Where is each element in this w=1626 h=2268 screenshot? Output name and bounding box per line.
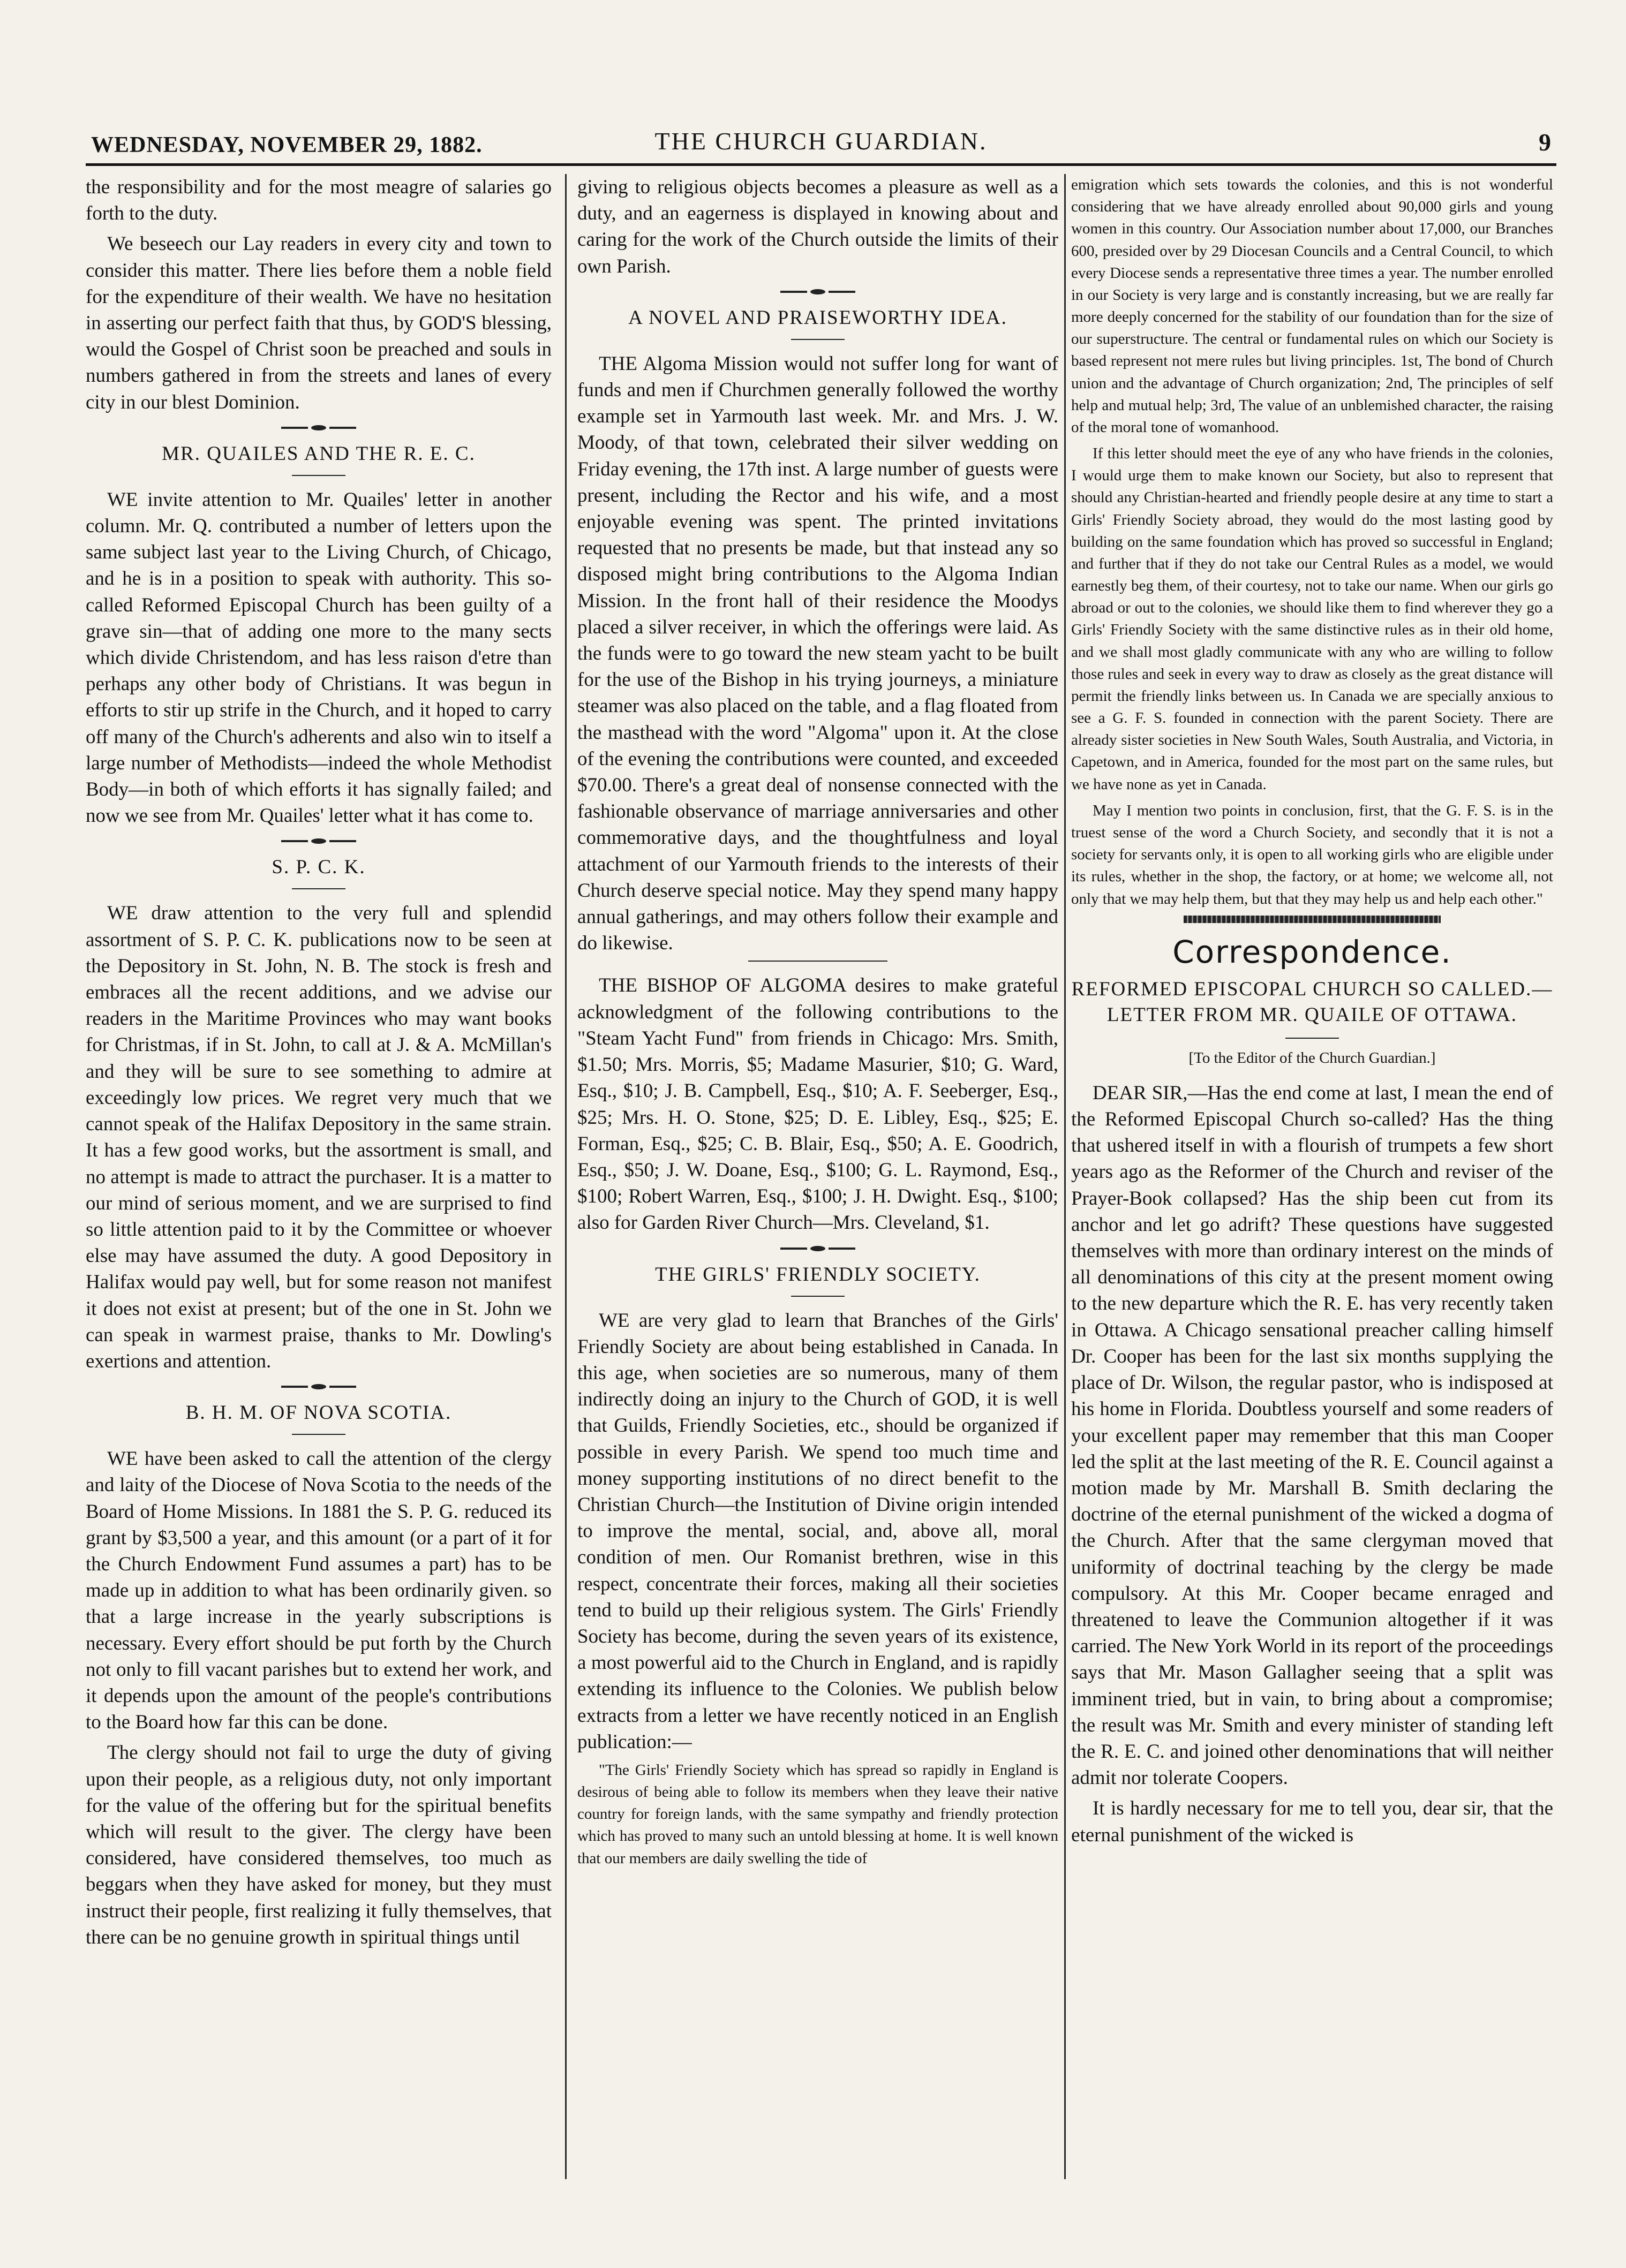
paragraph-bhm-1: WE have been asked to call the attention of the clergy and laity of the Diocese of Nova Scotia to the needs of the Board of Home Missions. In 1881 the S. P. G. reduced its grant by $3,500 a year, and this amount (or a part of it for the Church Endowment Fund assumes a part) has to be made up in addition to what has been ordinarily given. so that a large increase in the yearly subscriptions is necessary. Every effort should be put forth by the Church not only to fill vacant parishes but to extend her work, and it depends upon the amount of the people's contributions to the Board how far this can be done. bbox=[86, 1448, 552, 1734]
paragraph-quailes: WE invite attention to Mr. Quailes' letter in another column. Mr. Q. contributed a number of letters upon the same subject last year to the Living Church, of Chicago, and he is in a position to speak with authority. This so-called Reformed Episcopal Church has been guilty of a grave sin—that of adding one more to the many sects which divide Christendom, and has less raison d'etre than perhaps any other body of Christians. It was begun in efforts to stir up strife in the Church, and it hoped to carry off many of the Church's adherents and also win to itself a large number of Methodists—indeed the whole Methodist Body—in both of which efforts it has signally failed; and now we see from Mr. Quailes' letter what it has come to. bbox=[86, 488, 552, 827]
column-rule-2 bbox=[1064, 174, 1066, 2179]
issue-date: WEDNESDAY, NOVEMBER 29, 1882. bbox=[91, 133, 483, 157]
heading-underline bbox=[1285, 1038, 1339, 1039]
ornament-divider bbox=[276, 425, 362, 430]
heading-underline bbox=[292, 888, 345, 889]
heading-underline bbox=[791, 339, 845, 340]
article-continuation: giving to religious objects becomes a pleasure as well as a duty, and an eagerness is displayed in knowing about and caring for the work of the Church outside the limits of their own Parish. bbox=[577, 176, 1058, 277]
short-divider bbox=[748, 961, 887, 962]
heading-novel-idea: A NOVEL AND PRAISEWORTHY IDEA. bbox=[628, 306, 1007, 329]
quoted-letter-conclusion: May I mention two points in conclusion, first, that the G. F. S. is in the truest sense of the word a Church Society, and secondly that it is not a society for servants only, it is open to all working girls who are eligible under its rules, whether in the shop, the factory, or at home; we welcome all, not only that we may help them, but that they may help us and help each other." bbox=[1071, 802, 1553, 908]
column-rule-1 bbox=[565, 174, 567, 2179]
column-3 bbox=[1071, 174, 1553, 2187]
page-number: 9 bbox=[1539, 128, 1551, 156]
correspondence-heading: Correspondence. bbox=[1172, 933, 1452, 970]
paragraph-spck: WE draw attention to the very full and splendid assortment of S. P. C. K. publications now to be seen at the Depository in St. John, N. B. The stock is fresh and embraces all the recent additions, and we advise our readers in the Maritime Provinces who may want books for Christmas, if in St. John, to call at J. & A. McMillan's and they will be sure to see something to admire at exceedingly low prices. We regret very much that we cannot speak of the Halifax Depository in the same strain. It has a few good works, but the assortment is small, and no attempt is made to attract the purchaser. It is a matter to our mind of serious moment, and we are surprised to find so little attention paid to it by the Committee or whoever else may have assumed the duty. A good Depository in Halifax would pay well, but for some reason not manifest it does not exist at present; but of the one in St. John we can speak in warmest praise, thanks to Mr. Dowling's exertions and attention. bbox=[86, 902, 552, 1372]
column-1 bbox=[86, 174, 552, 2179]
ornament-divider bbox=[775, 289, 861, 294]
paragraph-novel-idea: THE Algoma Mission would not suffer long for want of funds and men if Churchmen generally followed the worthy example set in Yarmouth last week. Mr. and Mrs. J. W. Moody, of that town, celebrated their silver wedding on Friday evening, the 17th inst. A large number of guests were present, including the Rector and his wife, and a most enjoyable evening was spent. The printed invitations requested that no presents be made, but that instead any so disposed might bring contributions to the Algoma Indian Mission. In the front hall of their residence the Moodys placed a silver receiver, in which the offerings were laid. As the funds were to go toward the new steam yacht to be built for the use of the Bishop in his trying journeys, a miniature steamer was also placed on the table, and a flag floated from the masthead with the word "Algoma" upon it. At the close of the evening the contributions were counted, and exceeded $70.00. There's a great deal of nonsense connected with the fashionable observance of marriage anniversaries and other commemorative days, and the thoughtfulness and loyal attachment of our Yarmouth friends to the interests of their Church deserve special notice. May they spend many happy annual gatherings, and may others follow their example and do likewise. bbox=[577, 352, 1058, 955]
quoted-letter-paragraph: If this letter should meet the eye of any who have friends in the colonies, I would urge them to make known our Society, but also to represent that should any Christian-hearted and friendly people desire at any time to start a Girls' Friendly Society abroad, they would do the most lasting good by building on the same foundation which has proved so successful in England; and further that if they do not take our Central Rules as a model, we would earnestly beg them, of their courtesy, not to take our name. When our girls go abroad or out to the colonies, we should like them to find wherever they go a Girls' Friendly Society with the same distinctive rules as in their old home, and we shall most gladly communicate with any who are willing to follow those rules and seek in every way to draw as closely as the great distance will permit the friendly links between us. In Canada we are specially anxious to see a G. F. S. founded in connection with the parent Society. There are already sister societies in New South Wales, South Australia, and Victoria, in Capetown, and in America, founded for the most part on the same rules, but we have none as yet in Canada. bbox=[1071, 445, 1553, 793]
heading-girls-friendly: THE GIRLS' FRIENDLY SOCIETY. bbox=[655, 1263, 981, 1286]
ornament-divider bbox=[276, 1384, 362, 1389]
heading-underline bbox=[791, 1296, 845, 1297]
heading-underline bbox=[292, 1434, 345, 1435]
paragraph-girls-friendly: WE are very glad to learn that Branches of the Girls' Friendly Society are about being established in Canada. In this age, when societies are so numerous, many of them indirectly doing an injury to the Church of GOD, it is well that Guilds, Friendly Societies, etc., should be organized if possible in every Parish. We spend too much time and money supporting institutions of no direct benefit to the Christian Church—the Institution of Divine origin intended to improve the mental, social, and, above all, moral condition of men. Our Romanist brethren, wise in this respect, concentrate their forces, making all their societies tend to build up their religious system. The Girls' Friendly Society has become, during the seven years of its existence, a most powerful aid to the Church in England, and is rapidly extending its influence to the Colonies. We publish below extracts from a letter we have recently noticed in an English publication:— bbox=[577, 1309, 1058, 1753]
heading-spck: S. P. C. K. bbox=[272, 856, 366, 879]
heading-bhm: B. H. M. OF NOVA SCOTIA. bbox=[185, 1402, 452, 1424]
column-2 bbox=[577, 174, 1058, 2187]
paragraph-lay-readers: We beseech our Lay readers in every city and town to consider this matter. There lies before them a noble field for the expenditure of their wealth. We have no hesitation in asserting our perfect faith that thus, by GOD'S blessing, would the Gospel of Christ soon be preached and souls in numbers gathered in from the streets and lanes of every city in our blest Dominion. bbox=[86, 233, 552, 413]
newspaper-title: THE CHURCH GUARDIAN. bbox=[654, 127, 988, 155]
ornament-divider bbox=[276, 838, 362, 844]
quoted-letter-continuation: emigration which sets towards the colonies, and this is not wonderful considering that we have already enrolled about 90,000 girls and young women in this country. Our Association number about 17,000, our Branches 600, presided over by 29 Diocesan Councils and a Central Council, to which every Diocese sends a representative three times a year. The number enrolled in our Society is very large and is constantly increasing, but we are really far more deeply concerned for the stability of our foundation than for the size of our superstructure. The central or fundamental rules on which our Society is based represent not mere rules but living principles. 1st, The bond of Church union and the advantage of Church organization; 2nd, The principles of self help and mutual help; 3rd, The value of an unblemished character, the raising of the moral tone of womanhood. bbox=[1071, 176, 1553, 436]
quoted-letter-start: "The Girls' Friendly Society which has spread so rapidly in England is desirous of being able to follow its members when they leave their native country for foreign lands, with the same sympathy and friendly protection which has proved to many such an untold blessing at home. It is well known that our members are daily swelling the tide of bbox=[577, 1761, 1058, 1867]
masthead bbox=[86, 126, 1556, 166]
ornament-divider bbox=[775, 1246, 861, 1251]
letter-paragraph-1: DEAR SIR,—Has the end come at last, I mean the end of the Reformed Episcopal Church so-called? Has the thing that ushered itself in with a flourish of trumpets a few short years ago as the Reformer of the Church and reviser of the Prayer-Book collapsed? Has the ship been cut from its anchor and let go adrift? These questions have suggested themselves with more than ordinary interest on the minds of all denominations of this city at the present moment owing to the new departure which the R. E. has very recently taken in Ottawa. A Chicago sensational preacher calling himself Dr. Cooper has been for the last six months supplying the place of Dr. Wilson, the regular pastor, who is indisposed at his home in Florida. Doubtless yourself and some readers of your excellent paper may remember that this man Cooper led the split at the last meeting of the R. E. Council against a motion made by Mr. Marshall B. Smith declaring the doctrine of the eternal punishment of the wicked a dogma of the Church. After that the same clergyman moved that uniformity of doctrinal teaching by the clergy be made compulsory. At this Mr. Cooper became enraged and threatened to leave the Communion altogether if it was carried. The New York World in its report of the proceedings says that Mr. Mason Gallagher seeing that a split was imminent tried, but in vain, to bring about a compromise; the result was Mr. Smith and every minister of standing left the R. E. C. and joined other denominations that will neither admit nor tolerate Coopers. bbox=[1071, 1082, 1553, 1789]
paragraph-bhm-2: The clergy should not fail to urge the duty of giving upon their people, as a religious duty, not only important for the value of the offering but for the spiritual benefits which will result to the giver. The clergy have been considered, have considered themselves, too much as beggars when they have asked for money, but they must instruct their people, first realizing it fully themselves, that there can be no genuine growth in spiritual things until bbox=[86, 1742, 552, 1948]
letter-paragraph-2: It is hardly necessary for me to tell you, dear sir, that the eternal punishment of the wicked is bbox=[1071, 1797, 1553, 1846]
heading-quailes: MR. QUAILES AND THE R. E. C. bbox=[162, 442, 476, 465]
decorative-bar bbox=[1184, 916, 1441, 923]
editor-note: [To the Editor of the Church Guardian.] bbox=[1188, 1049, 1436, 1067]
heading-reformed-episcopal: REFORMED EPISCOPAL CHURCH SO CALLED.—LETTER FROM MR. QUAILE OF OTTAWA. bbox=[1071, 978, 1553, 1026]
heading-underline bbox=[292, 475, 345, 476]
article-continuation: the responsibility and for the most meagre of salaries go forth to the duty. bbox=[86, 176, 552, 225]
paragraph-bishop-algoma: THE BISHOP OF ALGOMA desires to make grateful acknowledgment of the following contributions to the "Steam Yacht Fund" from friends in Chicago: Mrs. Smith, $1.50; Mrs. Morris, $5; Madame Masurier, $10; G. Ward, Esq., $10; J. B. Campbell, Esq., $10; A. F. Seeberger, Esq., $25; Mrs. H. O. Stone, $25; D. E. Libley, Esq., $25; E. Forman, Esq., $25; C. B. Blair, Esq., $50; A. E. Goodrich, Esq., $50; J. W. Doane, Esq., $100; G. L. Raymond, Esq., $100; Robert Warren, Esq., $100; J. H. Dwight. Esq., $100; also for Garden River Church—Mrs. Cleveland, $1. bbox=[577, 974, 1058, 1234]
